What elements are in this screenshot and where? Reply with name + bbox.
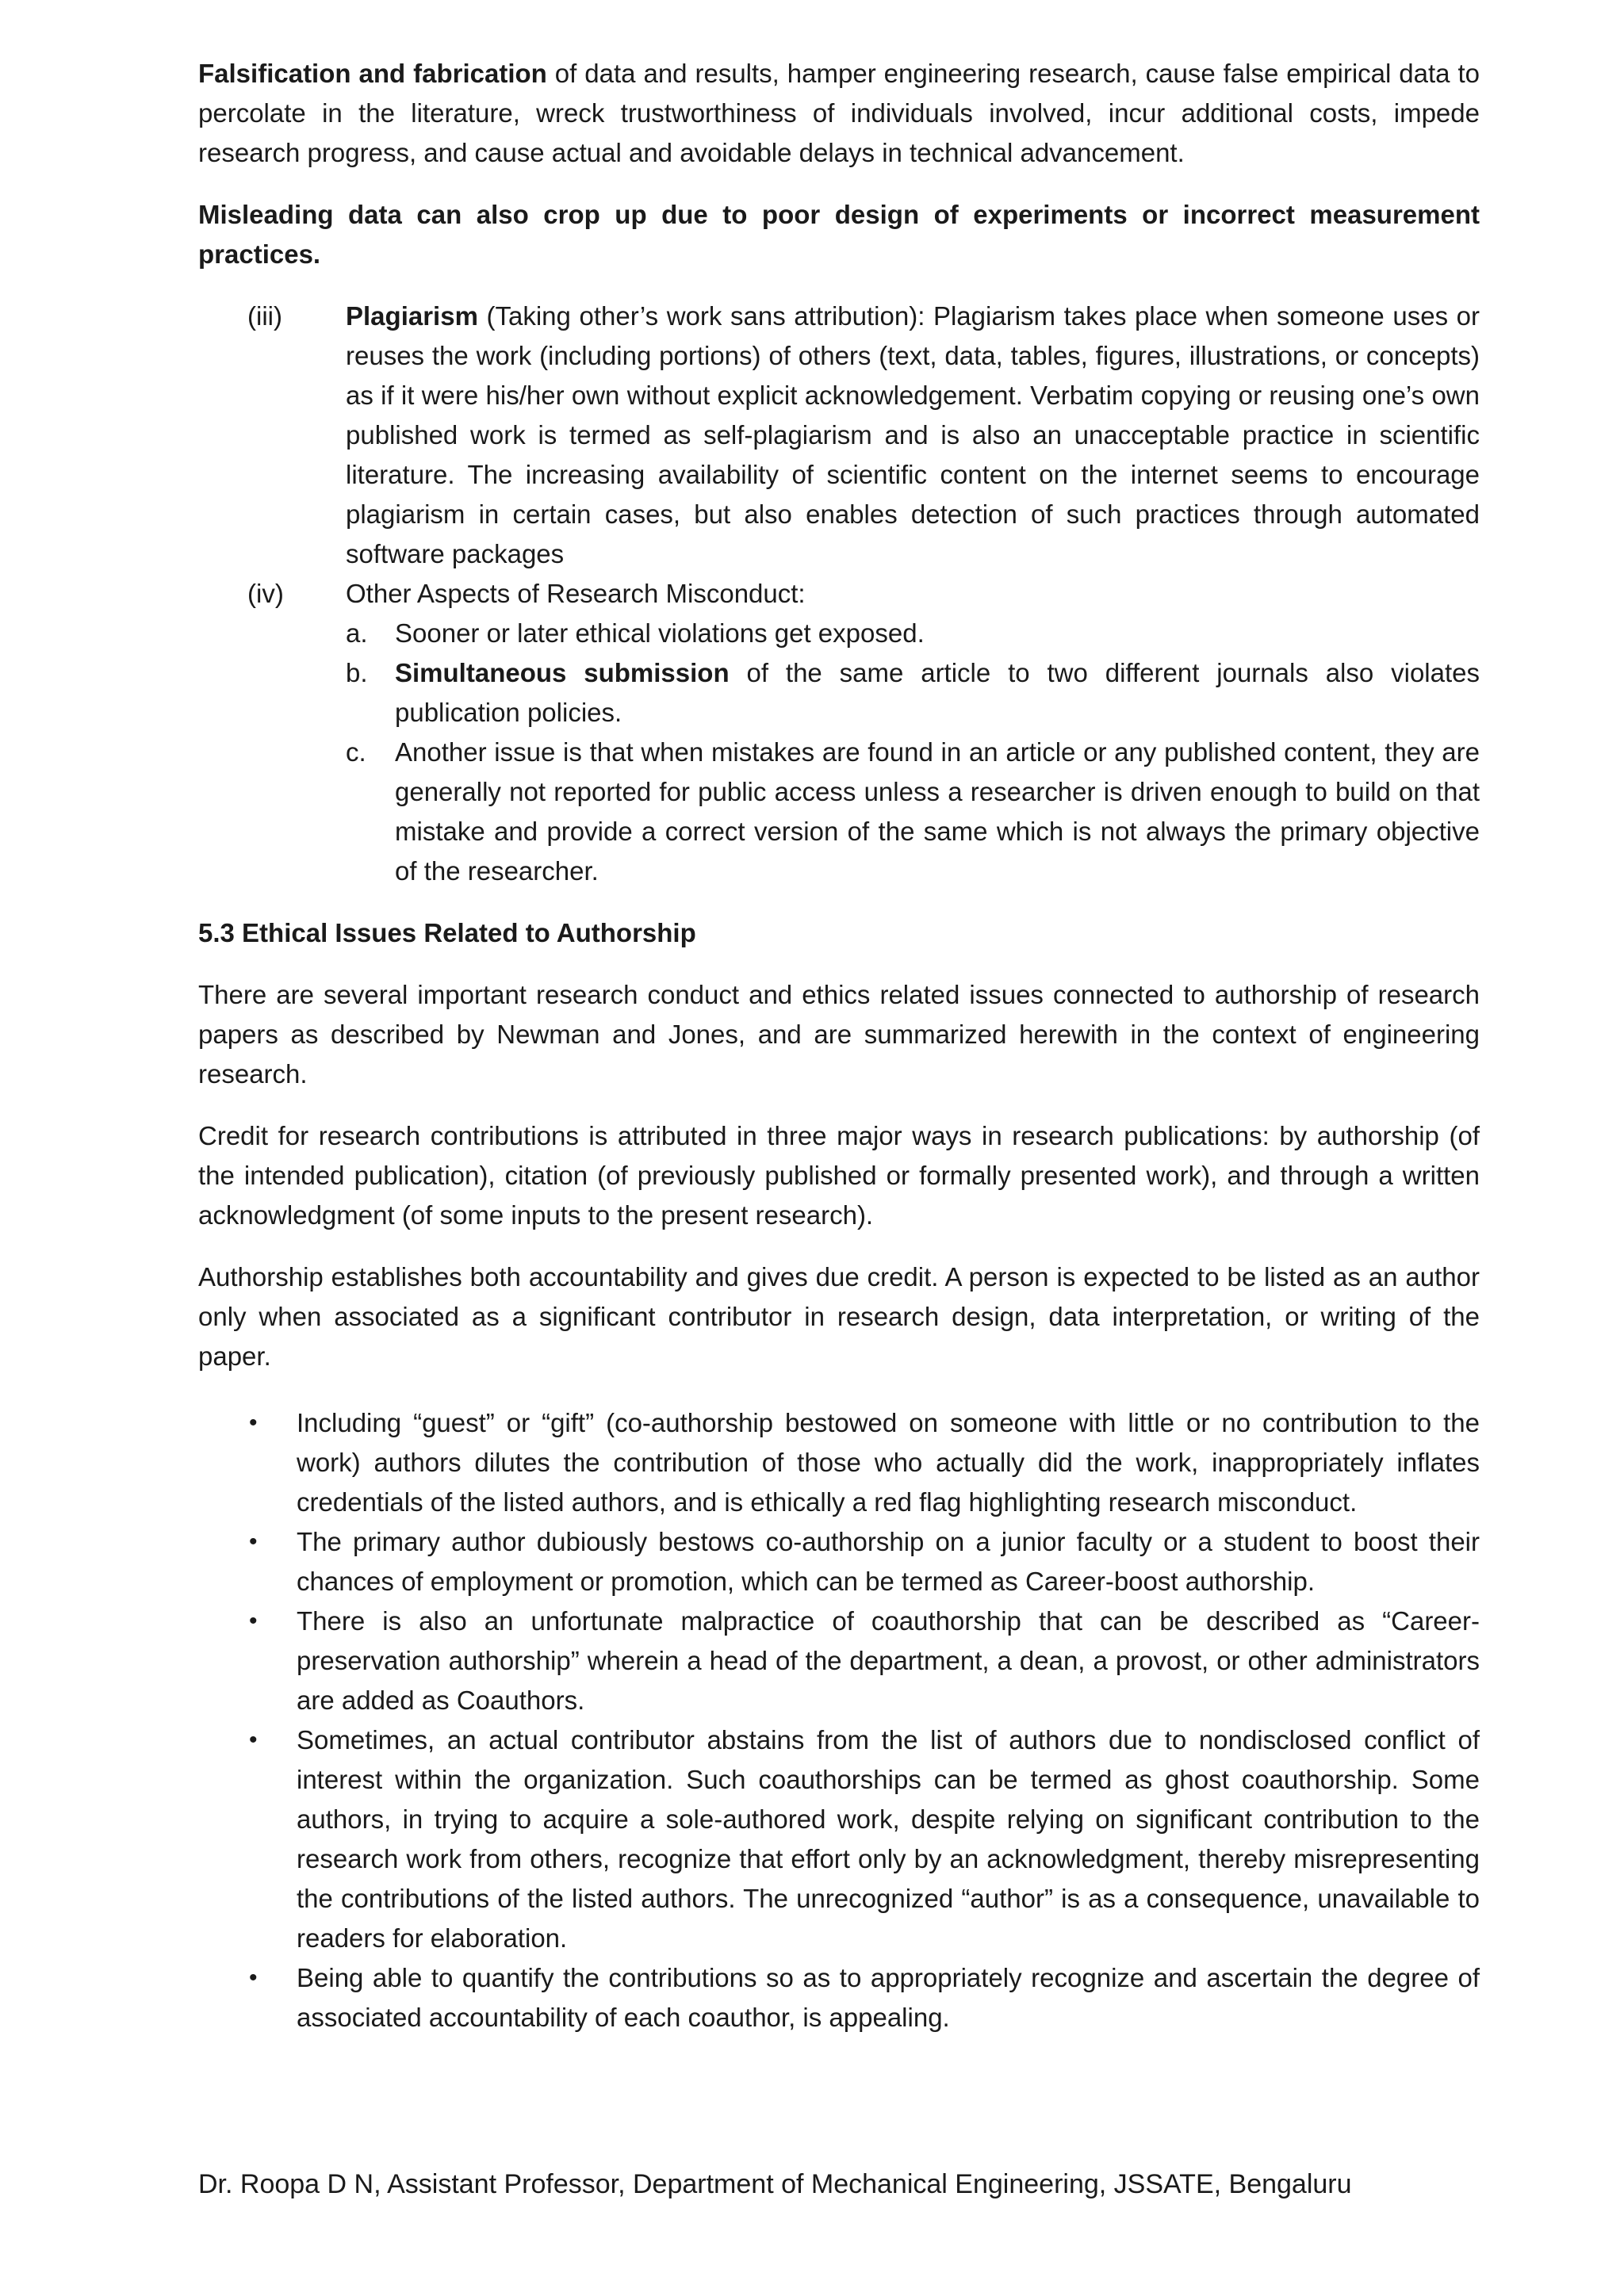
plagiarism-paragraph xyxy=(346,297,1480,574)
list-item-other-aspects xyxy=(198,574,1480,614)
sublist-marker-c: c. xyxy=(346,737,366,767)
bullet-icon: • xyxy=(249,1410,258,1436)
other-aspects-title: Other Aspects of Research Misconduct: xyxy=(346,579,806,608)
bullet-text: Being able to quantify the contributions so as to appropriately recognize and ascertain the degree of associated accountability of each coauthor, is appealing. xyxy=(297,1963,1480,2032)
plagiarism-term: Plagiarism xyxy=(346,301,478,331)
credit-paragraph: Credit for research contributions is attributed in three major ways in research publications: by authorship (of the intended publication), citation (of previously published or formally presented work), and through a written acknowledgment (of some inputs to the present research). xyxy=(198,1121,1480,1230)
bullet-text: Sometimes, an actual contributor abstains from the list of authors due to nondisclosed conflict of interest within the organization. Such coauthorships can be termed as ghost coauthorship. Some authors, in trying to acquire a sole-authored work, despite relying on significant contribution to the research work from others, recognize that effort only by an acknowledgment, thereby misrepresenting the contributions of the listed authors. The unrecognized “author” is as a consequence, unavailable to readers for elaboration. xyxy=(297,1725,1480,1953)
section-heading: 5.3 Ethical Issues Related to Authorship xyxy=(198,918,696,947)
bullet-item-career-boost xyxy=(198,1522,1480,1601)
simultaneous-submission-term: Simultaneous submission xyxy=(395,658,730,687)
bullet-icon: • xyxy=(249,1608,258,1634)
sublist-item-c xyxy=(346,733,1480,891)
bullet-item-guest-authorship xyxy=(198,1403,1480,1522)
bullet-icon: • xyxy=(249,1727,258,1753)
sublist-text-a: Sooner or later ethical violations get exposed. xyxy=(395,618,925,648)
authorship-bullet-list xyxy=(198,1403,1480,2038)
bullet-item-quantify-contributions xyxy=(198,1958,1480,2038)
falsification-text: of data and results, hamper engineering research, cause false empirical data to percolate in the literature, wreck trustworthiness of individuals involved, incur additional costs, impede research progress, and cause actual and avoidable delays in technical advancement. xyxy=(198,59,1480,167)
bullet-icon: • xyxy=(249,1529,258,1555)
bullet-text: There is also an unfortunate malpractice of coauthorship that can be described as “Career-preservation authorship” wherein a head of the department, a dean, a provost, or other administrators are added as Coauthors. xyxy=(297,1606,1480,1715)
misleading-data-paragraph: Misleading data can also crop up due to poor design of experiments or incorrect measurement practices. xyxy=(198,200,1480,269)
other-aspects-sublist xyxy=(198,614,1480,891)
falsification-paragraph xyxy=(198,54,1480,173)
sublist-marker-b: b. xyxy=(346,658,368,687)
accountability-paragraph: Authorship establishes both accountability and gives due credit. A person is expected to be listed as an author only when associated as a significant contributor in research design, data interpretation, or writing of the paper. xyxy=(198,1262,1480,1371)
list-item-plagiarism xyxy=(198,297,1480,574)
bullet-item-career-preservation xyxy=(198,1601,1480,1720)
bullet-item-ghost-coauthorship xyxy=(198,1720,1480,1958)
sublist-text-b xyxy=(395,653,1480,733)
sublist-text-c: Another issue is that when mistakes are found in an article or any published content, they are generally not reported for public access unless a researcher is driven enough to build on that mistake and provide a correct version of the same which is not always the primary objective of the researcher. xyxy=(395,737,1480,886)
authorship-issues-paragraph: There are several important research conduct and ethics related issues connected to authorship of research papers as described by Newman and Jones, and are summarized herewith in the context of engineering research. xyxy=(198,980,1480,1089)
bullet-icon: • xyxy=(249,1965,258,1991)
bullet-text: The primary author dubiously bestows co-authorship on a junior faculty or a student to boost their chances of employment or promotion, which can be termed as Career-boost authorship. xyxy=(297,1527,1480,1596)
sublist-item-a xyxy=(346,614,1480,653)
list-marker-iv: (iv) xyxy=(247,579,284,608)
list-marker-iii: (iii) xyxy=(247,301,282,331)
plagiarism-text: (Taking other’s work sans attribution): Plagiarism takes place when someone uses or reuses the work (including portions) of others (text, data, tables, figures, illustrations, or concepts) as if it were his/her own without explicit acknowledgement. Verbatim copying or reusing one’s own published work is termed as self-plagiarism and is also an unacceptable practice in scientific literature. The increasing availability of scientific content on the internet seems to encourage plagiarism in certain cases, but also enables detection of such practices through automated software packages xyxy=(346,301,1480,568)
bullet-text: Including “guest” or “gift” (co-authorship bestowed on someone with little or no contribution to the work) authors dilutes the contribution of those who actually did the work, inappropriately inflates credentials of the listed authors, and is ethically a red flag highlighting research misconduct. xyxy=(297,1408,1480,1517)
simultaneous-submission-text: of the same article to two different journals also violates publication policies. xyxy=(395,658,1480,727)
falsification-term: Falsification and fabrication xyxy=(198,59,547,88)
sublist-item-b xyxy=(346,653,1480,733)
document-page xyxy=(198,54,1480,2038)
sublist-marker-a: a. xyxy=(346,618,368,648)
page-footer: Dr. Roopa D N, Assistant Professor, Department of Mechanical Engineering, JSSATE, Bengaluru xyxy=(198,2169,1352,2199)
